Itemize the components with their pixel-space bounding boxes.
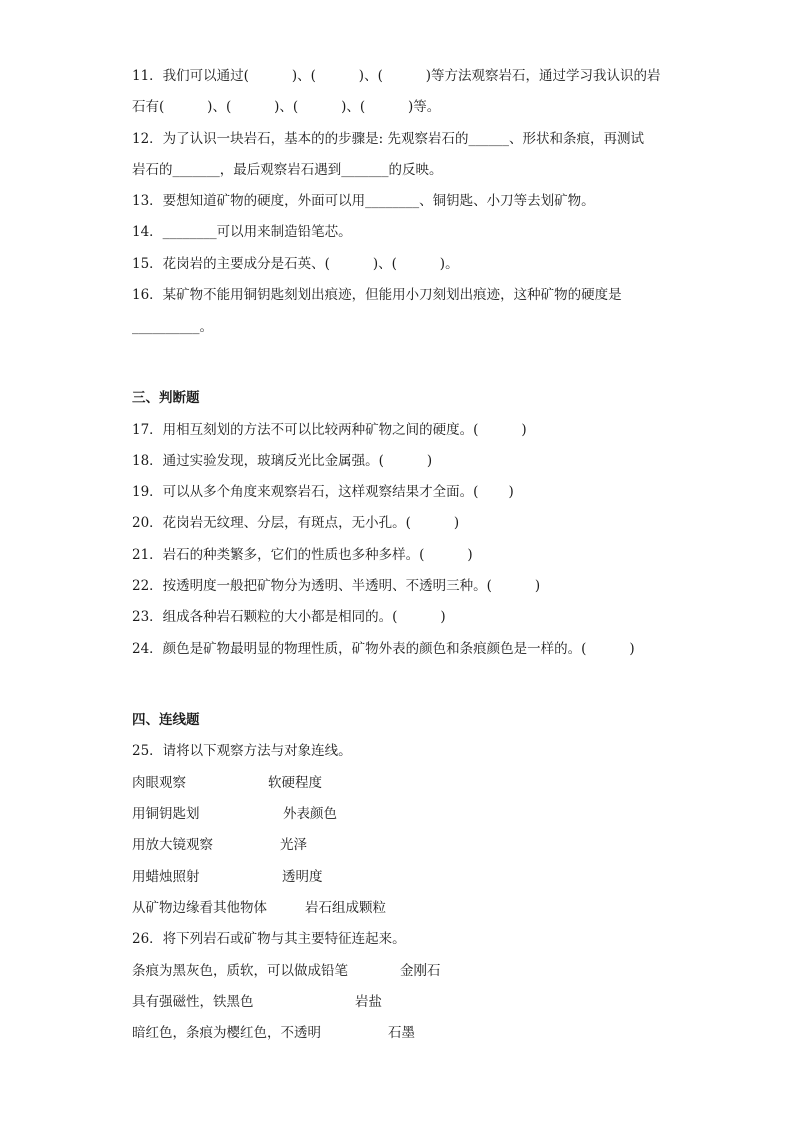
question-25-prompt: 25．请将以下观察方法与对象连线。: [132, 743, 352, 759]
question-11-line-1: 11．我们可以通过( )、( )、( )等方法观察岩石，通过学习我认识的岩: [132, 68, 661, 84]
question-12-line-2: 岩石的_______，最后观察岩石遇到_______的反映。: [132, 162, 443, 178]
question-16-line-2: __________。: [132, 319, 213, 335]
q25-right-item: 外表颜色: [283, 806, 337, 822]
question-23: 23．组成各种岩石颗粒的大小都是相同的。( ): [132, 609, 446, 625]
section-4-title: 四、连线题: [132, 712, 200, 728]
q25-right-item: 光泽: [280, 837, 307, 853]
section-3-title: 三、判断题: [132, 390, 200, 406]
question-12-line-1: 12．为了认识一块岩石，基本的的步骤是: 先观察岩石的______、形状和条痕，再测试: [132, 131, 645, 147]
q26-right-item: 石墨: [388, 1025, 415, 1041]
q25-left-item: 肉眼观察: [132, 775, 186, 791]
question-16-line-1: 16．某矿物不能用铜钥匙刻划出痕迹，但能用小刀刻划出痕迹，这种矿物的硬度是: [132, 287, 622, 303]
q26-right-item: 金刚石: [400, 963, 441, 979]
q25-left-item: 用放大镜观察: [132, 837, 213, 853]
q25-left-item: 用蜡烛照射: [132, 869, 200, 885]
q26-left-item: 具有强磁性，铁黑色: [132, 994, 254, 1010]
question-21: 21．岩石的种类繁多，它们的性质也多种多样。( ): [132, 547, 473, 563]
q26-left-item: 暗红色，条痕为樱红色，不透明: [132, 1025, 321, 1041]
question-15: 15．花岗岩的主要成分是石英、( )、( )。: [132, 256, 459, 272]
q25-left-item: 从矿物边缘看其他物体: [132, 900, 267, 916]
q25-right-item: 软硬程度: [268, 775, 322, 791]
q25-right-item: 岩石组成颗粒: [305, 900, 386, 916]
q26-left-item: 条痕为黑灰色，质软，可以做成铅笔: [132, 963, 348, 979]
q26-right-item: 岩盐: [355, 994, 382, 1010]
question-11-line-2: 石有( )、( )、( )、( )等。: [132, 99, 441, 115]
question-18: 18．通过实验发现，玻璃反光比金属强。( ): [132, 453, 433, 469]
question-22: 22．按透明度一般把矿物分为透明、半透明、不透明三种。( ): [132, 578, 541, 594]
question-14: 14．________可以用来制造铅笔芯。: [132, 224, 352, 240]
question-20: 20．花岗岩无纹理、分层，有斑点，无小孔。( ): [132, 515, 460, 531]
question-19: 19．可以从多个角度来观察岩石，这样观察结果才全面。( ): [132, 484, 514, 500]
q25-left-item: 用铜钥匙划: [132, 806, 200, 822]
q25-right-item: 透明度: [282, 869, 323, 885]
question-24: 24．颜色是矿物最明显的物理性质，矿物外表的颜色和条痕颜色是一样的。( ): [132, 641, 635, 657]
question-13: 13．要想知道矿物的硬度，外面可以用________、铜钥匙、小刀等去划矿物。: [132, 193, 595, 209]
question-17: 17．用相互刻划的方法不可以比较两种矿物之间的硬度。( ): [132, 422, 527, 438]
question-26-prompt: 26．将下列岩石或矿物与其主要特征连起来。: [132, 931, 406, 947]
